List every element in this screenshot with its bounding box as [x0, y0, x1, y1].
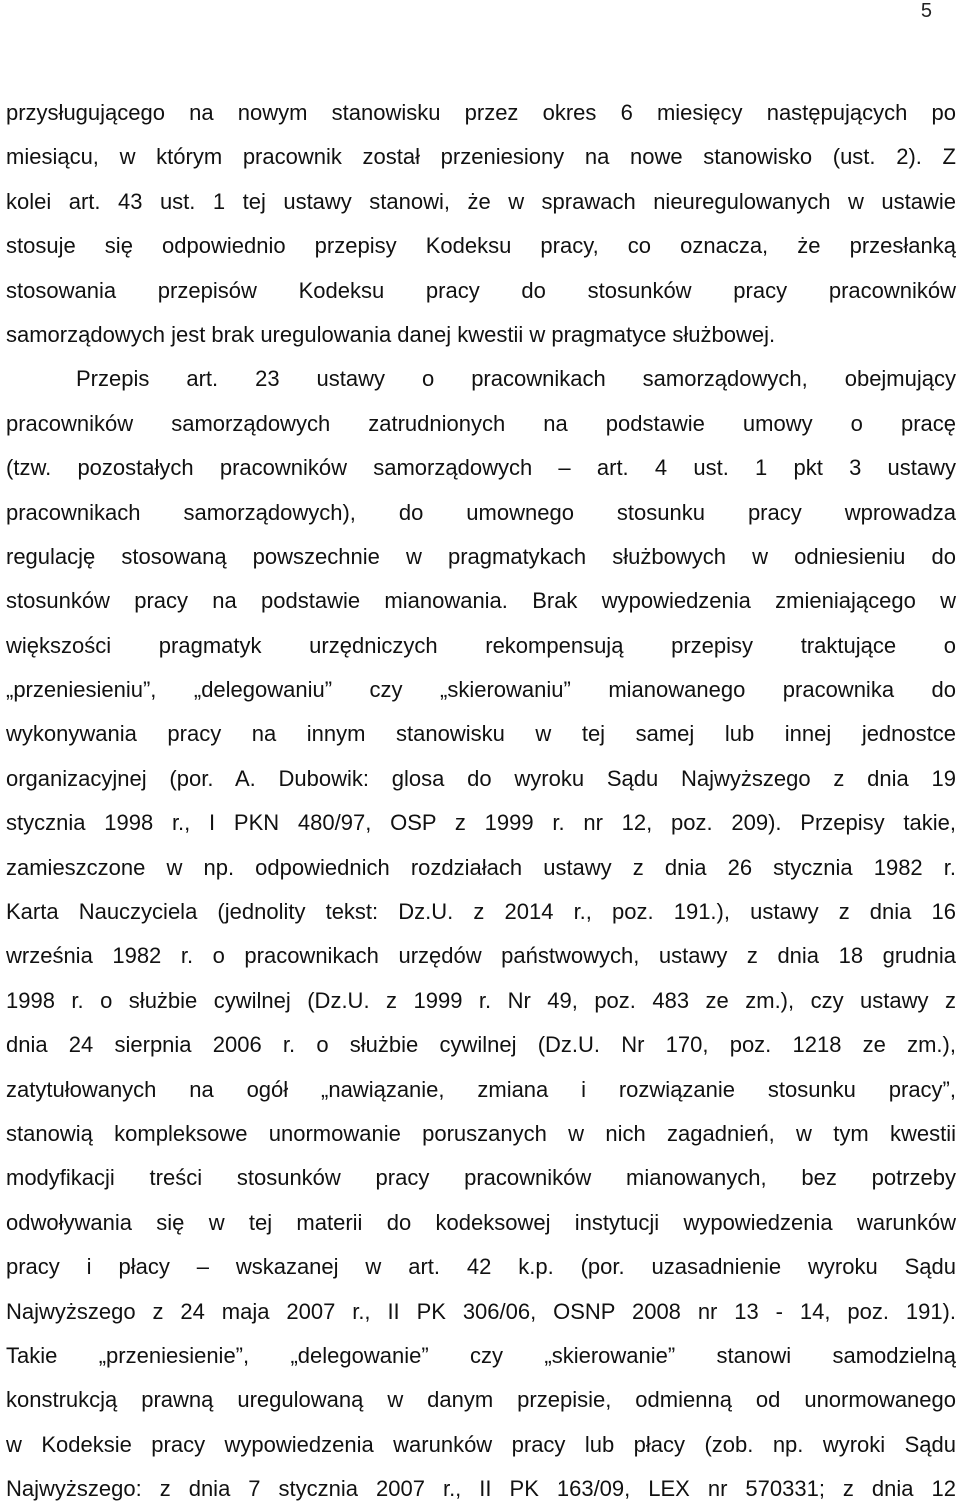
page-number: 5 [920, 0, 932, 22]
text-line: „przeniesieniu”, „delegowaniu” czy „skierowaniu” mianowanego pracownika do [6, 677, 956, 703]
text-line: września 1982 r. o pracownikach urzędów państwowych, ustawy z dnia 18 grudnia [6, 943, 956, 969]
text-line: Najwyższego: z dnia 7 stycznia 2007 r., II PK 163/09, LEX nr 570331; z dnia 12 [6, 1476, 956, 1502]
text-line: Karta Nauczyciela (jednolity tekst: Dz.U. z 2014 r., poz. 191.), ustawy z dnia 16 [6, 899, 956, 925]
text-line: konstrukcją prawną uregulowaną w danym przepisie, odmienną od unormowanego [6, 1387, 956, 1413]
text-line: odwoływania się w tej materii do kodeksowej instytucji wypowiedzenia warunków [6, 1209, 956, 1235]
text-line: stosunków pracy na podstawie mianowania. Brak wypowiedzenia zmieniającego w [6, 588, 956, 614]
paragraph [6, 357, 956, 1511]
document-body [6, 91, 956, 1512]
text-line: miesiącu, w którym pracownik został przeniesiony na nowe stanowisko (ust. 2). Z [6, 144, 956, 170]
paragraph [6, 91, 956, 357]
text-line: zamieszczone w np. odpowiednich rozdziałach ustawy z dnia 26 stycznia 1982 r. [6, 854, 956, 880]
text-line: modyfikacji treści stosunków pracy pracowników mianowanych, bez potrzeby [6, 1165, 956, 1191]
text-line: większości pragmatyk urzędniczych rekompensują przepisy traktujące o [6, 632, 956, 658]
text-line: stosuje się odpowiednio przepisy Kodeksu pracy, co oznacza, że przesłanką [6, 233, 956, 259]
text-line: dnia 24 sierpnia 2006 r. o służbie cywilnej (Dz.U. Nr 170, poz. 1218 ze zm.), [6, 1032, 956, 1058]
text-line: stosowania przepisów Kodeksu pracy do stosunków pracy pracowników [6, 277, 956, 303]
text-line: samorządowych jest brak uregulowania danej kwestii w pragmatyce służbowej. [6, 321, 776, 347]
text-line: regulację stosowaną powszechnie w pragmatykach służbowych w odniesieniu do [6, 543, 956, 569]
text-line: Przepis art. 23 ustawy o pracownikach samorządowych, obejmujący [76, 366, 956, 392]
text-line: stycznia 1998 r., I PKN 480/97, OSP z 1999 r. nr 12, poz. 209). Przepisy takie, [6, 810, 956, 836]
text-line: przysługującego na nowym stanowisku przez okres 6 miesięcy następujących po [6, 100, 956, 125]
text-line: organizacyjnej (por. A. Dubowik: glosa do wyroku Sądu Najwyższego z dnia 19 [6, 765, 956, 791]
text-line: stanowią kompleksowe unormowanie poruszanych w nich zagadnień, w tym kwestii [6, 1120, 956, 1146]
text-line: Najwyższego z 24 maja 2007 r., II PK 306/06, OSNP 2008 nr 13 - 14, poz. 191). [6, 1298, 956, 1324]
text-line: kolei art. 43 ust. 1 tej ustawy stanowi, że w sprawach nieuregulowanych w ustawie [6, 188, 956, 214]
text-line: zatytułowanych na ogół „nawiązanie, zmiana i rozwiązanie stosunku pracy”, [6, 1076, 956, 1102]
text-line: pracy i płacy – wskazanej w art. 42 k.p. (por. uzasadnienie wyroku Sądu [6, 1254, 956, 1280]
text-line: pracownikach samorządowych), do umownego stosunku pracy wprowadza [6, 499, 956, 525]
text-line: wykonywania pracy na innym stanowisku w tej samej lub innej jednostce [6, 721, 956, 747]
text-line: Takie „przeniesienie”, „delegowanie” czy „skierowanie” stanowi samodzielną [6, 1342, 956, 1368]
text-line: (tzw. pozostałych pracowników samorządowych – art. 4 ust. 1 pkt 3 ustawy [6, 455, 956, 481]
text-line: w Kodeksie pracy wypowiedzenia warunków pracy lub płacy (zob. np. wyroki Sądu [6, 1431, 956, 1457]
text-line: pracowników samorządowych zatrudnionych na podstawie umowy o pracę [6, 410, 956, 436]
text-line: 1998 r. o służbie cywilnej (Dz.U. z 1999 r. Nr 49, poz. 483 ze zm.), czy ustawy z [6, 987, 956, 1013]
